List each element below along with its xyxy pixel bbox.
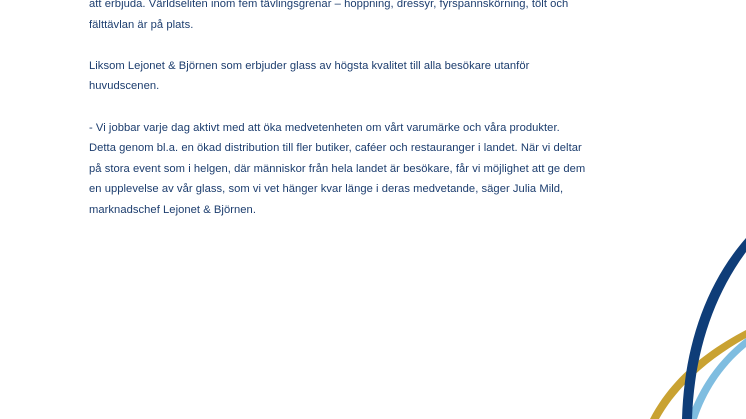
paragraph-3-line-5: marknadschef Lejonet & Björnen.: [89, 203, 256, 216]
paragraph-1-line-2: fälttävlan är på plats.: [89, 18, 194, 31]
paragraph-spacer: [89, 97, 669, 118]
paragraph-3-line-4: en upplevelse av vår glass, som vi vet hänger kvar länge i deras medvetande, säger Julia Mild,: [89, 183, 564, 196]
navy-ribbon: [682, 238, 746, 419]
paragraph-1: [89, 0, 669, 35]
paragraph-2-line-1: Liksom Lejonet & Björnen som erbjuder glass av högsta kvalitet till alla besökare utanför: [89, 59, 530, 72]
body-text: [89, 0, 669, 221]
paragraph-3-line-1: - Vi jobbar varje dag aktivt med att öka medvetenheten om vårt varumärke och våra produkter.: [89, 121, 560, 134]
paragraph-1-line-1: att erbjuda. Världseliten inom fem tävlingsgrenar – hoppning, dressyr, fyrspannskörning, tölt och: [89, 0, 569, 10]
decorative-ribbons: [600, 210, 746, 419]
paragraph-3-quote: [89, 118, 669, 221]
paragraph-2: [89, 56, 669, 97]
paragraph-spacer: [89, 35, 669, 56]
paragraph-3-line-3: på stora event som i helgen, där människor från hela landet är besökare, får vi möjlighet att ge dem: [89, 162, 586, 175]
paragraph-2-line-2: huvudscenen.: [89, 80, 160, 93]
paragraph-3-line-2: Detta genom bl.a. en ökad distribution till fler butiker, caféer och restauranger i landet. När vi deltar: [89, 142, 582, 155]
